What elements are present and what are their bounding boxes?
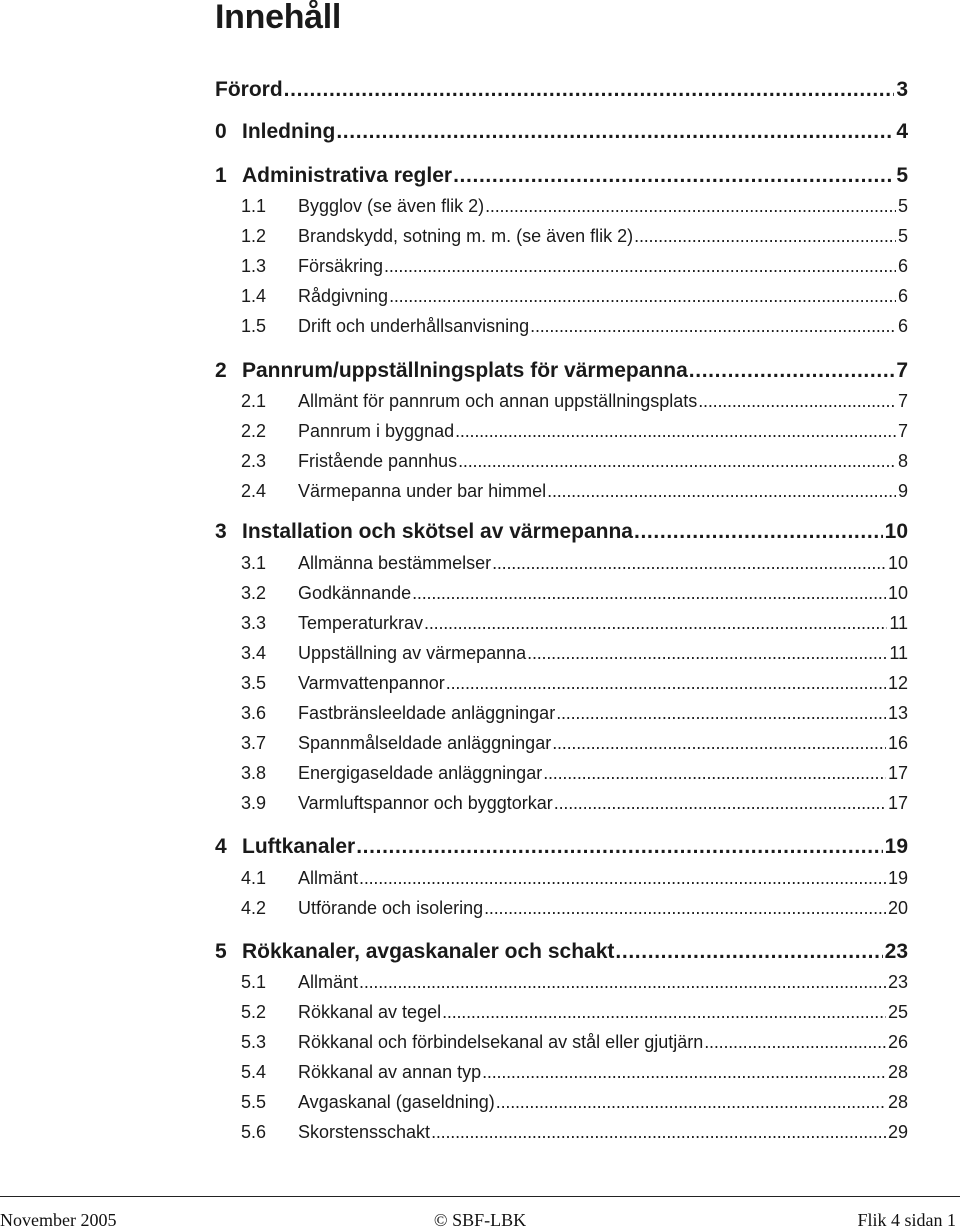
toc-entry	[241, 391, 908, 412]
toc-entry-number: 4	[215, 835, 227, 858]
toc-dot-leader	[356, 835, 882, 859]
toc-dot-leader	[634, 226, 896, 247]
toc-entry-number: 5.5	[241, 1092, 267, 1112]
toc-dot-leader	[492, 553, 886, 574]
toc-entry-page-number: 20	[887, 898, 908, 918]
toc-entry-page-number: 13	[887, 703, 908, 723]
toc-dot-leader	[384, 256, 896, 277]
toc-entry	[241, 196, 908, 217]
toc-entry	[215, 164, 908, 188]
toc-entry-title: Inledning	[242, 120, 336, 143]
toc-entry	[241, 1002, 908, 1023]
toc-dot-leader	[689, 359, 895, 383]
toc-entry-number: 5.4	[241, 1062, 267, 1082]
toc-entry	[215, 120, 908, 144]
toc-entry-title: Fastbränsleeldade anläggningar	[298, 703, 556, 723]
toc-dot-leader	[547, 481, 896, 502]
toc-entry-number: 4.1	[241, 868, 267, 888]
toc-entry	[241, 898, 908, 919]
toc-entry	[241, 793, 908, 814]
toc-entry-title: Skorstensschakt	[298, 1122, 431, 1142]
toc-dot-leader	[552, 733, 886, 754]
toc-entry-page-number: 6	[897, 286, 908, 306]
toc-entry-number: 1.2	[241, 226, 267, 246]
toc-entry	[241, 451, 908, 472]
toc-entry-page-number: 28	[887, 1062, 908, 1082]
toc-entry-title: Uppställning av värmepanna	[298, 643, 527, 663]
toc-entry-title: Rökkanal av annan typ	[298, 1062, 482, 1082]
toc-entry-page-number: 19	[887, 868, 908, 888]
toc-entry	[241, 1062, 908, 1083]
toc-dot-leader	[527, 643, 887, 664]
toc-entry-page-number: 6	[897, 316, 908, 336]
toc-entry	[241, 1122, 908, 1143]
footer-copyright: © SBF-LBK	[433, 1210, 527, 1230]
toc-dot-leader	[615, 940, 882, 964]
toc-entry-number: 5.2	[241, 1002, 267, 1022]
toc-entry-title: Luftkanaler	[242, 835, 356, 858]
toc-entry-title: Allmänt	[298, 972, 359, 992]
toc-entry-page-number: 10	[887, 583, 908, 603]
toc-entry-page-number: 9	[897, 481, 908, 501]
toc-entry	[241, 286, 908, 307]
toc-entry	[241, 763, 908, 784]
toc-entry-number: 2.3	[241, 451, 267, 471]
toc-dot-leader	[453, 164, 894, 188]
toc-entry-number: 2.4	[241, 481, 267, 501]
toc-entry-number: 4.2	[241, 898, 267, 918]
toc-entry-title: Godkännande	[298, 583, 412, 603]
toc-entry-title: Energigaseldade anläggningar	[298, 763, 543, 783]
toc-entry-page-number: 17	[887, 793, 908, 813]
toc-entry-page-number: 29	[887, 1122, 908, 1142]
toc-dot-leader	[446, 673, 886, 694]
toc-entry-number: 1.4	[241, 286, 267, 306]
toc-entry-number: 3.8	[241, 763, 267, 783]
toc-entry-title: Installation och skötsel av värmepanna	[242, 520, 633, 543]
toc-entry-page-number: 28	[887, 1092, 908, 1112]
toc-entry	[241, 316, 908, 337]
toc-entry-title: Temperaturkrav	[298, 613, 424, 633]
toc-entry-title: Drift och underhållsanvisning	[298, 316, 530, 336]
toc-entry-page-number: 5	[897, 196, 908, 216]
toc-entry	[241, 583, 908, 604]
toc-entry-number: 3.6	[241, 703, 267, 723]
toc-entry	[215, 520, 908, 544]
toc-entry-number: 2	[215, 359, 227, 382]
toc-dot-leader	[424, 613, 887, 634]
toc-entry-title: Allmänna bestämmelser	[298, 553, 492, 573]
toc-dot-leader	[458, 451, 896, 472]
toc-entry-title: Allmänt för pannrum och annan uppställningsplats	[298, 391, 698, 411]
toc-entry-number: 1.3	[241, 256, 267, 276]
toc-entry-number: 1	[215, 164, 227, 187]
toc-entry-number: 5	[215, 940, 227, 963]
toc-entry	[215, 940, 908, 964]
toc-entry-number: 5.6	[241, 1122, 267, 1142]
toc-dot-leader	[496, 1092, 886, 1113]
toc-entry-page-number: 19	[884, 835, 908, 858]
toc-entry-number: 5.1	[241, 972, 267, 992]
toc-entry-number: 1.1	[241, 196, 267, 216]
toc-entry-page-number: 7	[897, 391, 908, 411]
toc-entry	[241, 421, 908, 442]
toc-entry-title: Varmvattenpannor	[298, 673, 445, 693]
toc-entry-page-number: 17	[887, 763, 908, 783]
toc-dot-leader	[698, 391, 896, 412]
toc-entry-page-number: 5	[896, 164, 908, 187]
toc-entry-title: Försäkring	[298, 256, 384, 276]
toc-dot-leader	[359, 972, 886, 993]
toc-entry-page-number: 23	[884, 940, 908, 963]
toc-entry	[241, 703, 908, 724]
toc-entry	[215, 359, 908, 383]
toc-dot-leader	[530, 316, 896, 337]
toc-entry	[241, 613, 908, 634]
toc-dot-leader	[556, 703, 886, 724]
toc-entry-page-number: 7	[896, 359, 908, 382]
page-footer	[0, 1196, 960, 1231]
toc-entry	[241, 226, 908, 247]
toc-entry	[215, 78, 908, 102]
toc-entry	[241, 972, 908, 993]
toc-dot-leader	[482, 1062, 886, 1083]
toc-entry-title: Rådgivning	[298, 286, 389, 306]
toc-entry	[241, 481, 908, 502]
toc-dot-leader	[455, 421, 896, 442]
toc-dot-leader	[359, 868, 886, 889]
toc-entry-number: 1.5	[241, 316, 267, 336]
toc-entry	[241, 553, 908, 574]
toc-entry-number: 3.2	[241, 583, 267, 603]
toc-entry-page-number: 6	[897, 256, 908, 276]
toc-entry-title: Värmepanna under bar himmel	[298, 481, 547, 501]
toc-entry-title: Pannrum/uppställningsplats för värmepanna	[242, 359, 688, 382]
toc-entry-page-number: 12	[887, 673, 908, 693]
toc-entry-page-number: 7	[897, 421, 908, 441]
toc-entry-page-number: 23	[887, 972, 908, 992]
toc-entry	[241, 733, 908, 754]
toc-dot-leader	[554, 793, 886, 814]
toc-entry-number: 3.3	[241, 613, 267, 633]
toc-entry-page-number: 10	[884, 520, 908, 543]
toc-entry-number: 5.3	[241, 1032, 267, 1052]
toc-entry-page-number: 25	[887, 1002, 908, 1022]
toc-entry-page-number: 8	[897, 451, 908, 471]
toc-entry-title: Rökkanal och förbindelsekanal av stål eller gjutjärn	[298, 1032, 704, 1052]
toc-entry-title: Administrativa regler	[242, 164, 453, 187]
toc-entry-number: 3.1	[241, 553, 267, 573]
toc-entry-title: Bygglov (se även flik 2)	[298, 196, 485, 216]
toc-entry-number: 3.7	[241, 733, 267, 753]
toc-dot-leader	[543, 763, 886, 784]
toc-entry-title: Allmänt	[298, 868, 359, 888]
toc-entry-title: Rökkanaler, avgaskanaler och schakt	[242, 940, 615, 963]
toc-entry	[241, 1032, 908, 1053]
toc-dot-leader	[431, 1122, 886, 1143]
toc-entry-page-number: 11	[889, 643, 908, 663]
toc-dot-leader	[412, 583, 886, 604]
footer-rule	[0, 1196, 960, 1197]
toc-dot-leader	[389, 286, 896, 307]
toc-dot-leader	[284, 78, 895, 102]
toc-entry-title: Fristående pannhus	[298, 451, 458, 471]
toc-entry-number: 0	[215, 120, 227, 143]
toc-entry-page-number: 5	[897, 226, 908, 246]
toc-entry-number: 3	[215, 520, 227, 543]
toc-dot-leader	[704, 1032, 886, 1053]
toc-entry-page-number: 10	[887, 553, 908, 573]
footer-page-ref: Flik 4 sidan 1	[857, 1210, 956, 1230]
toc-entry-title: Avgaskanal (gaseldning)	[298, 1092, 495, 1112]
toc-dot-leader	[484, 898, 886, 919]
toc-dot-leader	[336, 120, 894, 144]
toc-entry-number: 3.4	[241, 643, 267, 663]
toc-entry-page-number: 4	[896, 120, 908, 143]
toc-entry-title: Spannmålseldade anläggningar	[298, 733, 552, 753]
toc-entry-page-number: 26	[887, 1032, 908, 1052]
toc-dot-leader	[442, 1002, 886, 1023]
toc-dot-leader	[634, 520, 883, 544]
toc-entry-title: Rökkanal av tegel	[298, 1002, 442, 1022]
toc-entry-title: Förord	[215, 78, 283, 101]
toc-entry-title: Pannrum i byggnad	[298, 421, 455, 441]
toc-dot-leader	[485, 196, 896, 217]
toc-entry-number: 3.9	[241, 793, 267, 813]
toc-entry-number: 2.1	[241, 391, 267, 411]
toc-entry-title: Varmluftspannor och byggtorkar	[298, 793, 553, 813]
toc-entry-number: 2.2	[241, 421, 267, 441]
toc-entry	[241, 256, 908, 277]
toc-entry-page-number: 11	[889, 613, 908, 633]
toc-entry	[241, 1092, 908, 1113]
toc-entry	[241, 868, 908, 889]
toc-entry	[215, 835, 908, 859]
toc-entry-number: 3.5	[241, 673, 267, 693]
toc-entry	[241, 643, 908, 664]
footer-date: November 2005	[0, 1210, 117, 1230]
toc-entry-title: Brandskydd, sotning m. m. (se även flik 2)	[298, 226, 634, 246]
toc-entry	[241, 673, 908, 694]
toc-entry-page-number: 3	[896, 78, 908, 101]
toc-entry-page-number: 16	[887, 733, 908, 753]
page-title: Innehåll	[215, 0, 342, 36]
toc-entry-title: Utförande och isolering	[298, 898, 484, 918]
